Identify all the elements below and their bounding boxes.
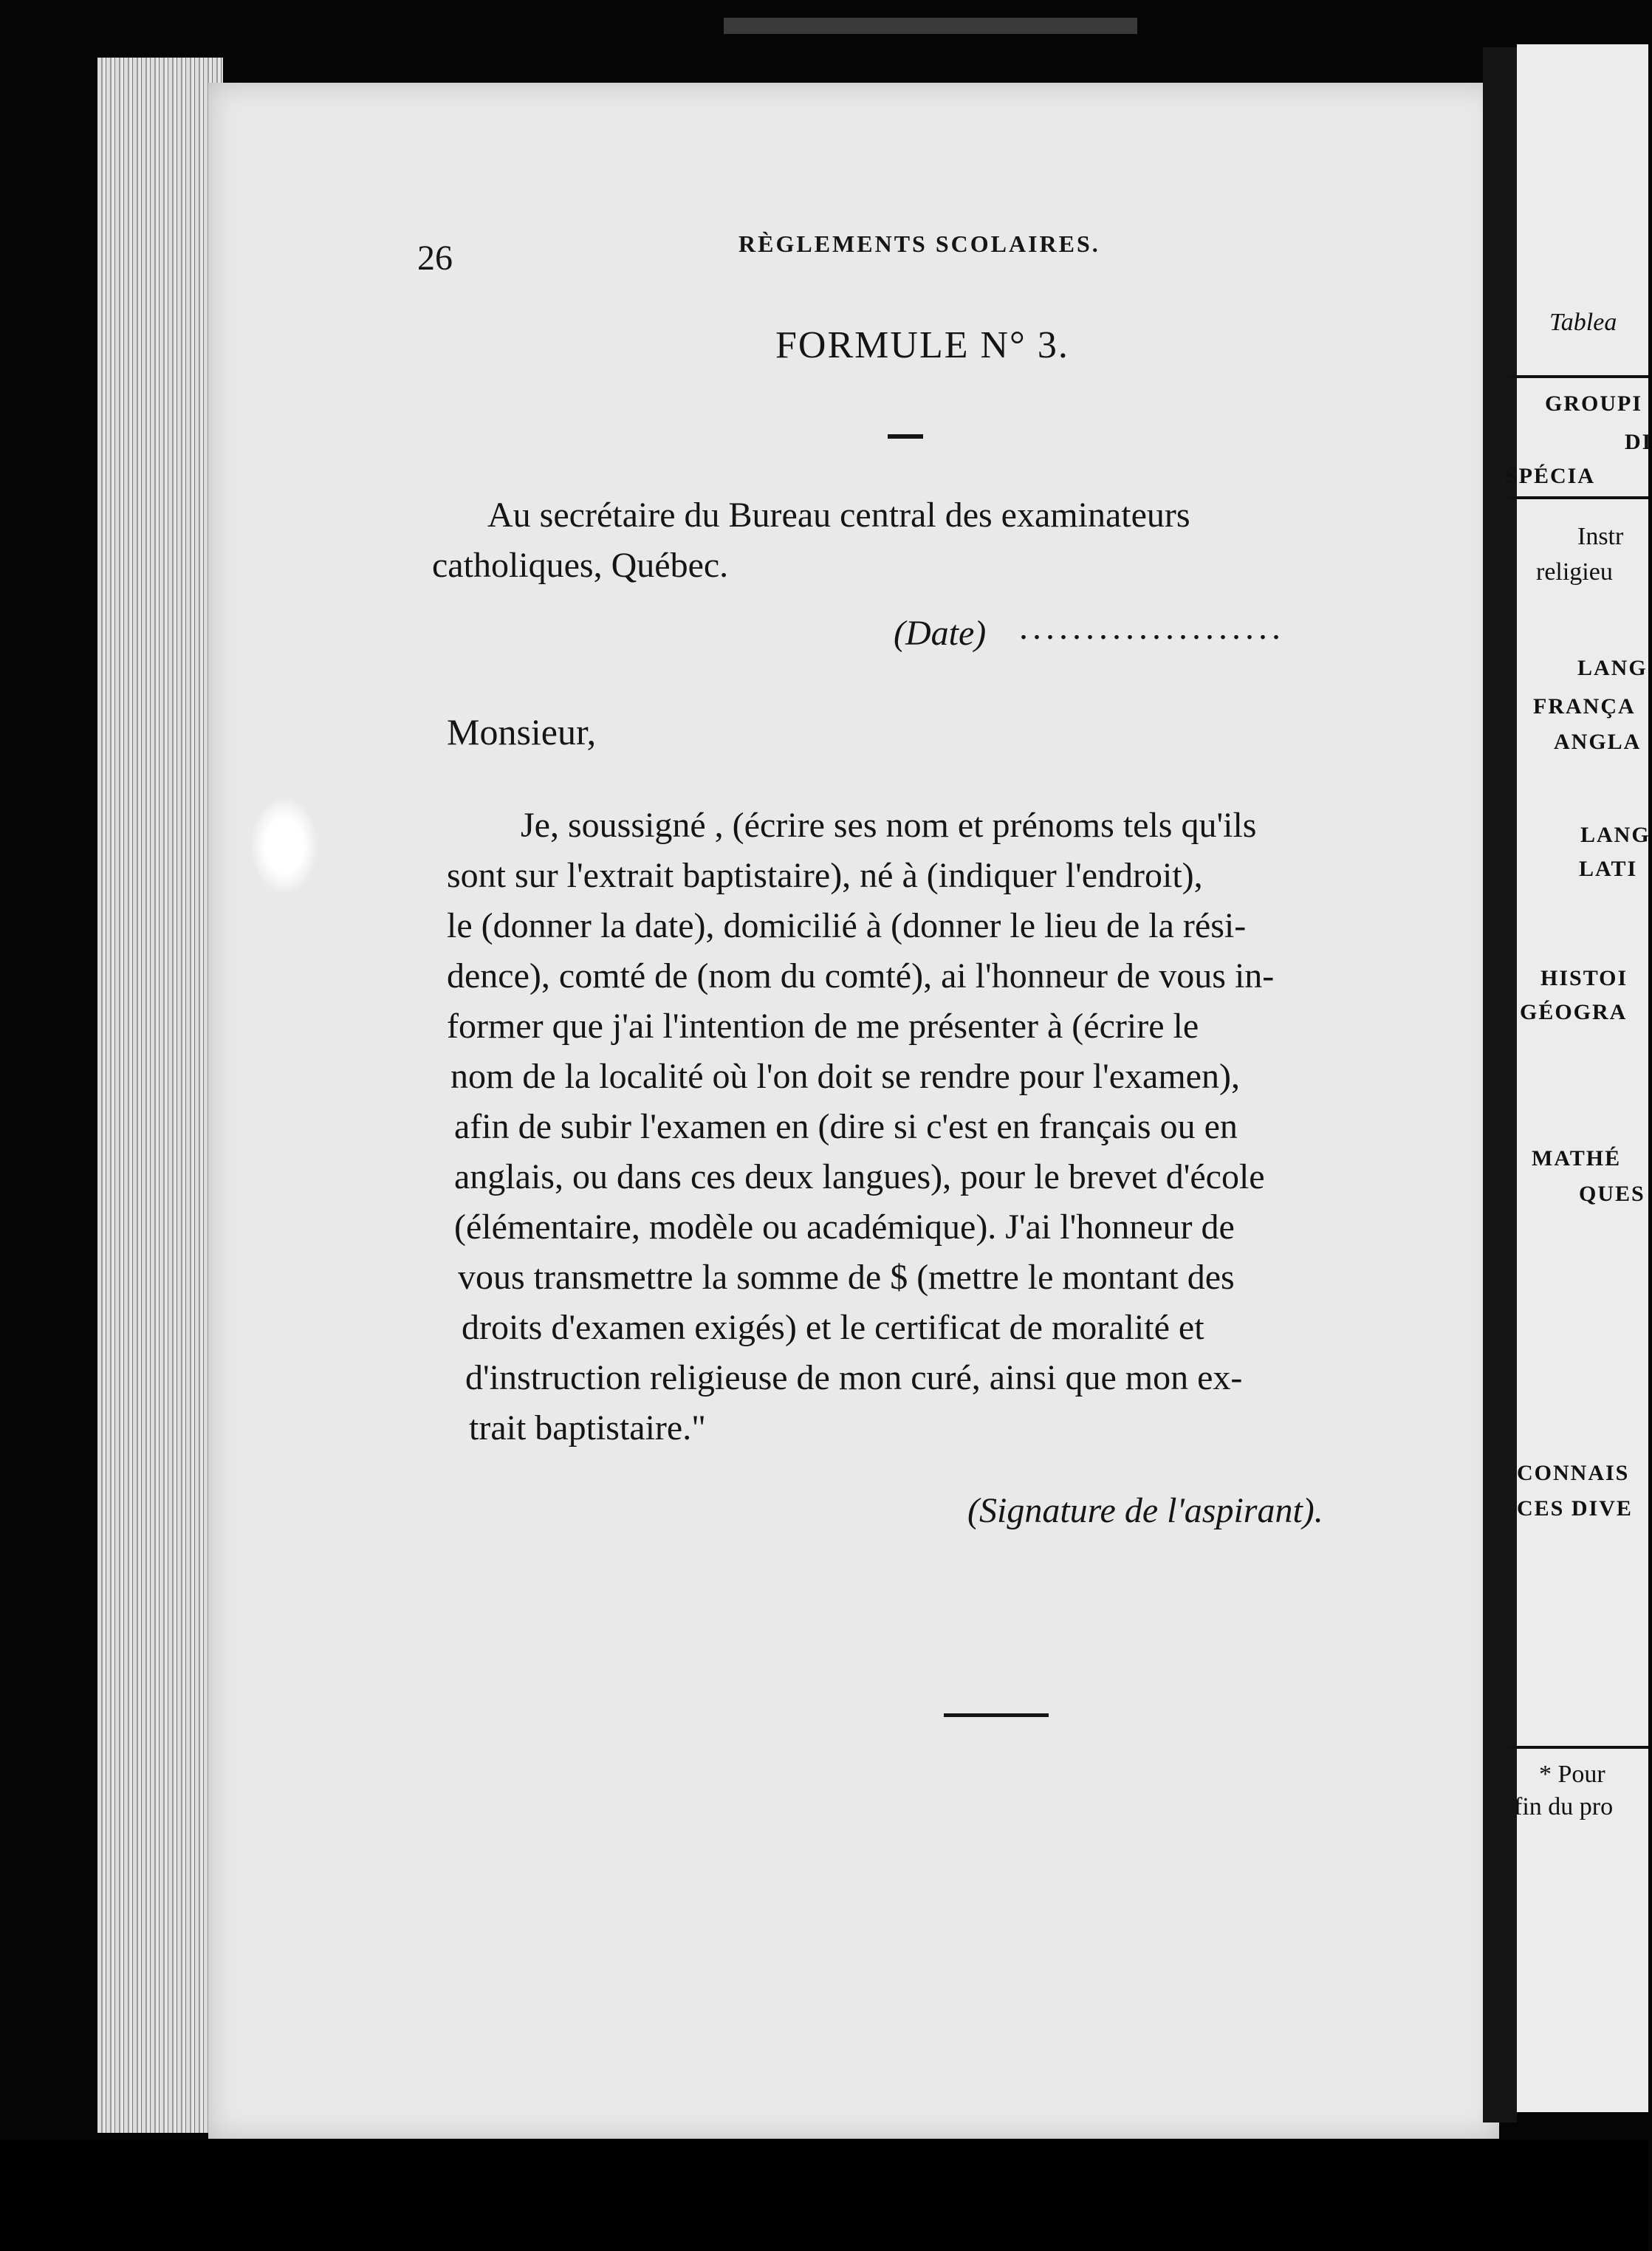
body-line: le (donner la date), domicilié à (donner le lieu de la rési- — [447, 906, 1247, 945]
facing-text: CES DIVE — [1517, 1496, 1633, 1521]
running-head: RÈGLEMENTS SCOLAIRES. — [738, 230, 1100, 257]
facing-text: CONNAIS — [1517, 1461, 1630, 1485]
book-gutter — [1483, 47, 1517, 2122]
facing-text: FRANÇA — [1533, 694, 1636, 719]
facing-text: DI — [1625, 430, 1652, 454]
body-line: nom de la localité où l'on doit se rendre pour l'examen), — [450, 1057, 1240, 1096]
facing-text: ANGLA — [1554, 730, 1642, 754]
form-title: FORMULE N° 3. — [775, 324, 1069, 366]
page-edges — [97, 58, 223, 2133]
facing-text: * Pour — [1539, 1761, 1605, 1788]
facing-text: LATI — [1579, 857, 1638, 881]
scanner-bed — [0, 2140, 1648, 2251]
body-line: anglais, ou dans ces deux langues), pour le brevet d'école — [454, 1157, 1265, 1196]
facing-text: MATHÉ — [1532, 1146, 1622, 1171]
facing-text: GÉOGRA — [1520, 1000, 1628, 1024]
end-rule — [944, 1713, 1049, 1717]
addressee-line: Au secrétaire du Bureau central des examinateurs — [487, 496, 1190, 535]
body-line: d'instruction religieuse de mon curé, ainsi que mon ex- — [465, 1358, 1243, 1397]
date-dots: .................... — [1019, 608, 1285, 647]
facing-rule — [1507, 496, 1648, 499]
signature-line: (Signature de l'aspirant). — [967, 1491, 1323, 1530]
facing-text: Instr — [1577, 523, 1624, 550]
body-line: (élémentaire, modèle ou académique). J'ai l'honneur de — [454, 1207, 1235, 1247]
facing-rule — [1507, 375, 1648, 378]
body-line: former que j'ai l'intention de me présenter à (écrire le — [447, 1007, 1199, 1046]
date-label: (Date) — [894, 614, 987, 653]
body-line: afin de subir l'examen en (dire si c'est en français ou en — [454, 1107, 1238, 1146]
facing-text: religieu — [1536, 558, 1613, 586]
facing-text: LANG — [1577, 656, 1648, 680]
salutation: Monsieur, — [447, 711, 597, 753]
paper-blemish — [251, 798, 318, 894]
facing-text: HISTOI — [1540, 966, 1628, 990]
title-dash — [888, 434, 923, 439]
facing-rule — [1507, 1746, 1648, 1749]
body-line: droits d'examen exigés) et le certificat de moralité et — [462, 1308, 1204, 1347]
body-line: trait baptistaire." — [469, 1408, 706, 1447]
facing-text: GROUPI — [1545, 391, 1642, 416]
facing-text: fin du pro — [1514, 1793, 1614, 1820]
facing-text: LANG — [1580, 823, 1651, 847]
body-line: Je, soussigné , (écrire ses nom et prénoms tels qu'ils — [521, 806, 1257, 845]
addressee-line: catholiques, Québec. — [432, 546, 729, 585]
scanner-edge-strip — [724, 18, 1137, 34]
facing-text: Tablea — [1549, 309, 1617, 336]
body-line: dence), comté de (nom du comté), ai l'honneur de vous in- — [447, 956, 1275, 996]
facing-text: QUES — [1579, 1182, 1645, 1206]
page-number: 26 — [417, 239, 453, 278]
body-line: sont sur l'extrait baptistaire), né à (indiquer l'endroit), — [447, 856, 1203, 895]
facing-text: SPÉCIA — [1505, 464, 1596, 488]
body-line: vous transmettre la somme de $ (mettre le montant des — [458, 1258, 1235, 1297]
